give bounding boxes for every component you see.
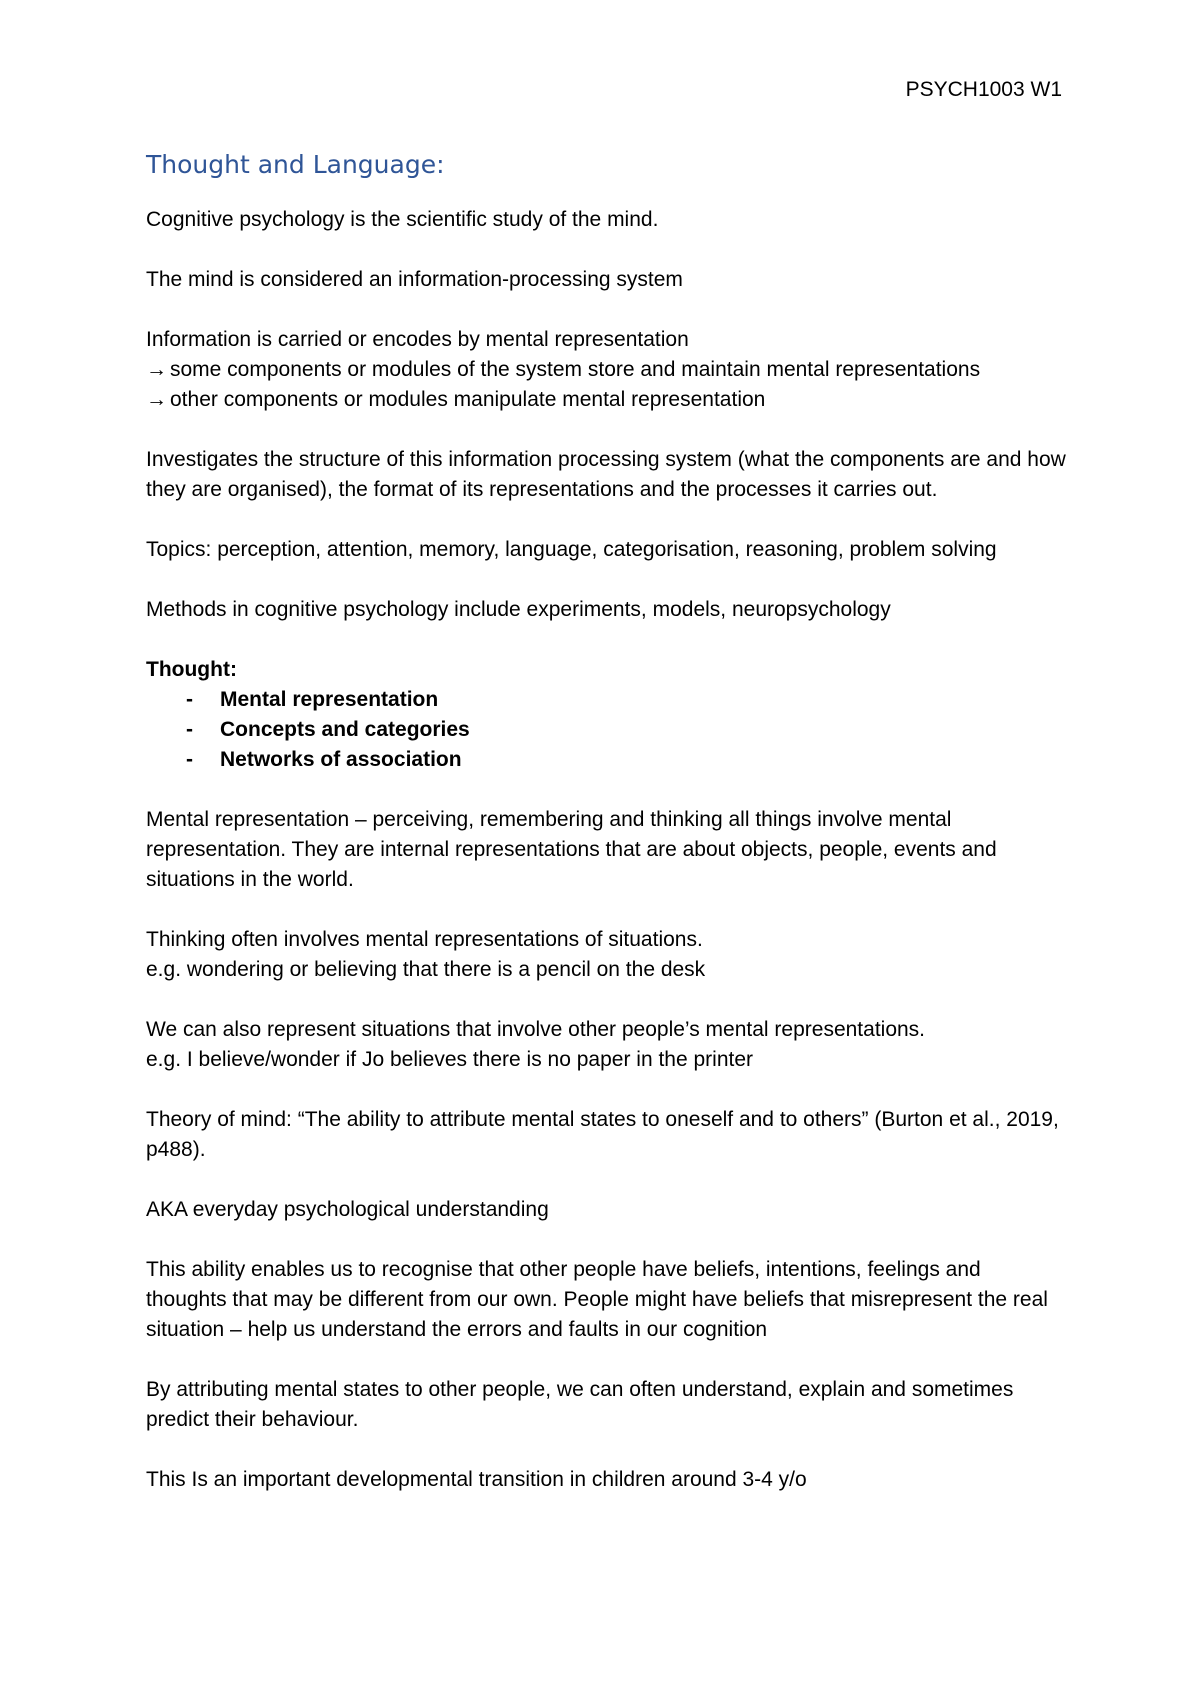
arrow-line-store-text: some components or modules of the system store and maintain mental representations <box>170 358 981 381</box>
arrow-right-icon: → <box>146 388 167 411</box>
paragraph-mental-representation-encoding <box>146 325 1066 415</box>
paragraph-developmental: This Is an important developmental transition in children around 3-4 y/o <box>146 1468 807 1491</box>
paragraph-definition: Cognitive psychology is the scientific study of the mind. <box>146 208 659 231</box>
list-item-text: Concepts and categories <box>220 718 470 741</box>
paragraph-attributing: By attributing mental states to other people, we can often understand, explain and sometimes predict their behaviour. <box>146 1378 1014 1431</box>
arrow-right-icon: → <box>146 358 167 381</box>
thinking-line: Thinking often involves mental representations of situations. <box>146 928 703 951</box>
page-header-code: PSYCH1003 W1 <box>905 78 1062 101</box>
document-title: Thought and Language: <box>146 150 445 179</box>
arrow-line-manipulate-text: other components or modules manipulate mental representation <box>170 388 766 411</box>
list-item-text: Mental representation <box>220 688 439 711</box>
paragraph-methods: Methods in cognitive psychology include experiments, models, neuropsychology <box>146 598 891 621</box>
thought-list <box>146 685 1066 775</box>
paragraph-aka: AKA everyday psychological understanding <box>146 1198 549 1221</box>
list-bullet: - <box>186 748 193 771</box>
paragraph-ability: This ability enables us to recognise that other people have beliefs, intentions, feelings and thoughts that may be different from our own. People might have beliefs that misrepresent the real situation – help us understand the errors and faults in our cognition <box>146 1258 1048 1341</box>
paragraph-thinking <box>146 925 1066 985</box>
list-bullet: - <box>186 718 193 741</box>
arrow-line-store <box>146 355 1066 385</box>
encoding-line: Information is carried or encodes by mental representation <box>146 328 689 351</box>
other-people-line: We can also represent situations that involve other people’s mental representations. <box>146 1018 926 1041</box>
list-bullet: - <box>186 688 193 711</box>
paragraph-information-processing: The mind is considered an information-processing system <box>146 268 683 291</box>
paragraph-theory-of-mind: Theory of mind: “The ability to attribute mental states to oneself and to others” (Burton et al., 2019, p488). <box>146 1108 1059 1161</box>
other-people-example: e.g. I believe/wonder if Jo believes there is no paper in the printer <box>146 1048 754 1071</box>
list-item <box>146 685 1066 715</box>
paragraph-structure: Investigates the structure of this information processing system (what the components are and how they are organised), the format of its representations and the processes it carries out. <box>146 448 1066 501</box>
list-item <box>146 745 1066 775</box>
document-body <box>146 148 1066 1525</box>
thinking-example: e.g. wondering or believing that there is a pencil on the desk <box>146 958 706 981</box>
paragraph-topics: Topics: perception, attention, memory, language, categorisation, reasoning, problem solving <box>146 538 997 561</box>
paragraph-other-people <box>146 1015 1066 1075</box>
paragraph-mental-representation: Mental representation – perceiving, remembering and thinking all things involve mental representation. They are internal representations that are about objects, people, events and situations in the world. <box>146 808 997 891</box>
thought-heading: Thought: <box>146 658 237 681</box>
arrow-line-manipulate <box>146 385 1066 415</box>
list-item-text: Networks of association <box>220 748 462 771</box>
list-item <box>146 715 1066 745</box>
